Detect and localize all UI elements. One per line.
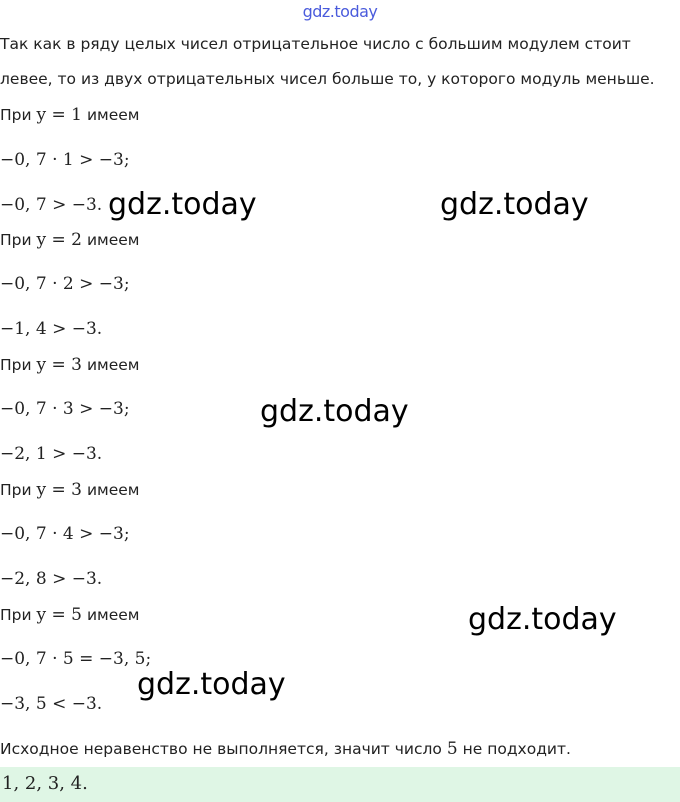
case-5-suffix: имеем [86,606,140,624]
case-3-var: y = 3 [36,355,82,375]
answer-text: 1, 2, 3, 4. [2,773,88,794]
case-4-line-1: −0, 7 · 4 > −3; [0,524,130,544]
case-3-prefix: При [0,356,32,374]
intro-line-1: Так как в ряду целых чисел отрицательное число с большим модулем стоит [0,35,631,53]
case-4-line-2: −2, 8 > −3. [0,569,103,589]
case-5-var: y = 5 [36,605,82,625]
case-3-line-2: −2, 1 > −3. [0,444,103,464]
case-2-line-2: −1, 4 > −3. [0,319,103,339]
case-2-heading [0,230,139,250]
case-5-line-1: −0, 7 · 5 = −3, 5; [0,649,152,669]
case-3-line-1: −0, 7 · 3 > −3; [0,399,130,419]
case-1-var: y = 1 [36,105,82,125]
case-5-prefix: При [0,606,32,624]
answer-box [0,767,680,802]
case-4-var: y = 3 [36,480,82,500]
case-1-suffix: имеем [86,106,140,124]
header-watermark: gdz.today [302,2,378,21]
conclusion-number: 5 [446,739,458,759]
case-3-heading [0,355,139,375]
conclusion [0,739,571,759]
case-2-line-1: −0, 7 · 2 > −3; [0,274,130,294]
case-1-line-1: −0, 7 · 1 > −3; [0,150,130,170]
case-1-prefix: При [0,106,32,124]
case-4-suffix: имеем [86,481,140,499]
watermark-1: gdz.today [108,187,257,222]
conclusion-after: не подходит. [462,740,571,758]
case-3-suffix: имеем [86,356,140,374]
watermark-2: gdz.today [440,187,589,222]
case-2-prefix: При [0,231,32,249]
watermark-3: gdz.today [260,394,409,429]
conclusion-before: Исходное неравенство не выполняется, значит число [0,740,442,758]
case-4-heading [0,480,139,500]
case-2-var: y = 2 [36,230,82,250]
intro-line-2: левее, то из двух отрицательных чисел больше то, у которого модуль меньше. [0,70,655,88]
case-5-line-2: −3, 5 < −3. [0,694,103,714]
case-5-heading [0,605,139,625]
case-1-line-2: −0, 7 > −3. [0,195,103,215]
watermark-4: gdz.today [468,602,617,637]
case-4-prefix: При [0,481,32,499]
watermark-5: gdz.today [137,667,286,702]
case-1-heading [0,105,139,125]
case-2-suffix: имеем [86,231,140,249]
